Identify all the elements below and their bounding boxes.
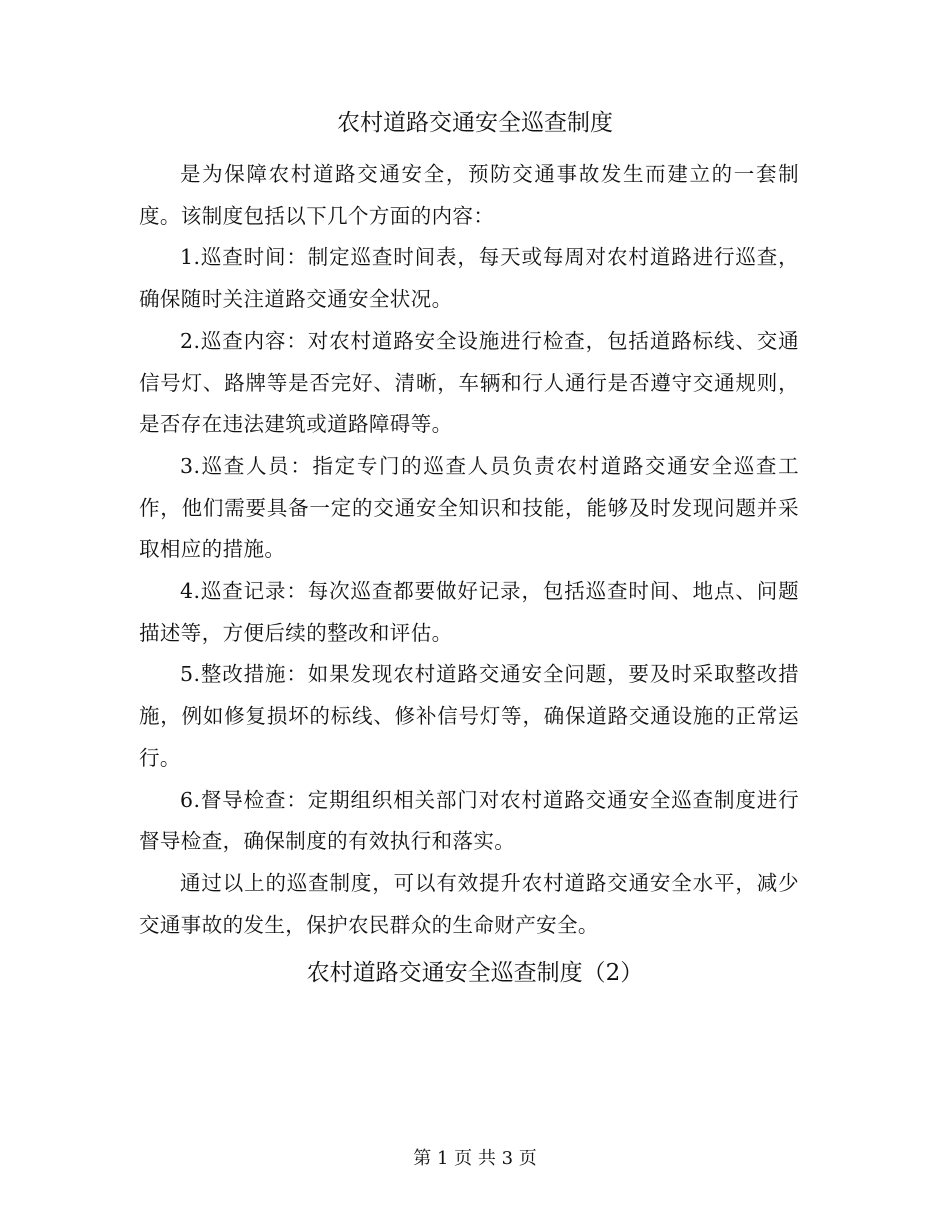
page-footer: 第 1 页 共 3 页 bbox=[413, 1148, 537, 1169]
paragraph-intro: 是为保障农村道路交通安全，预防交通事故发生而建立的一套制度。该制度包括以下几个方面的内容： bbox=[139, 162, 799, 228]
paragraph-item-5: 5.整改措施：如果发现农村道路交通安全问题，要及时采取整改措施，例如修复损坏的标线、修补信号灯等，确保道路交通设施的正常运行。 bbox=[139, 662, 799, 770]
paragraph-item-3: 3.巡查人员：指定专门的巡查人员负责农村道路交通安全巡查工作，他们需要具备一定的交通安全知识和技能，能够及时发现问题并采取相应的措施。 bbox=[139, 453, 799, 562]
paragraph-item-2: 2.巡查内容：对农村道路安全设施进行检查，包括道路标线、交通信号灯、路牌等是否完好、清晰，车辆和行人通行是否遵守交通规则，是否存在违法建筑或道路障碍等。 bbox=[139, 328, 799, 437]
next-section-title: 农村道路交通安全巡查制度（2） bbox=[306, 960, 644, 986]
paragraph-item-1: 1.巡查时间：制定巡查时间表，每天或每周对农村道路进行巡查，确保随时关注道路交通安全状况。 bbox=[139, 245, 799, 312]
paragraph-conclusion: 通过以上的巡查制度，可以有效提升农村道路交通安全水平，减少交通事故的发生，保护农民群众的生命财产安全。 bbox=[139, 870, 799, 937]
paragraph-item-4: 4.巡查记录：每次巡查都要做好记录，包括巡查时间、地点、问题描述等，方便后续的整改和评估。 bbox=[139, 579, 799, 645]
document-title: 农村道路交通安全巡查制度 bbox=[337, 110, 613, 136]
document-body bbox=[139, 154, 799, 946]
paragraph-item-6: 6.督导检查：定期组织相关部门对农村道路交通安全巡查制度进行督导检查，确保制度的有效执行和落实。 bbox=[139, 787, 799, 854]
